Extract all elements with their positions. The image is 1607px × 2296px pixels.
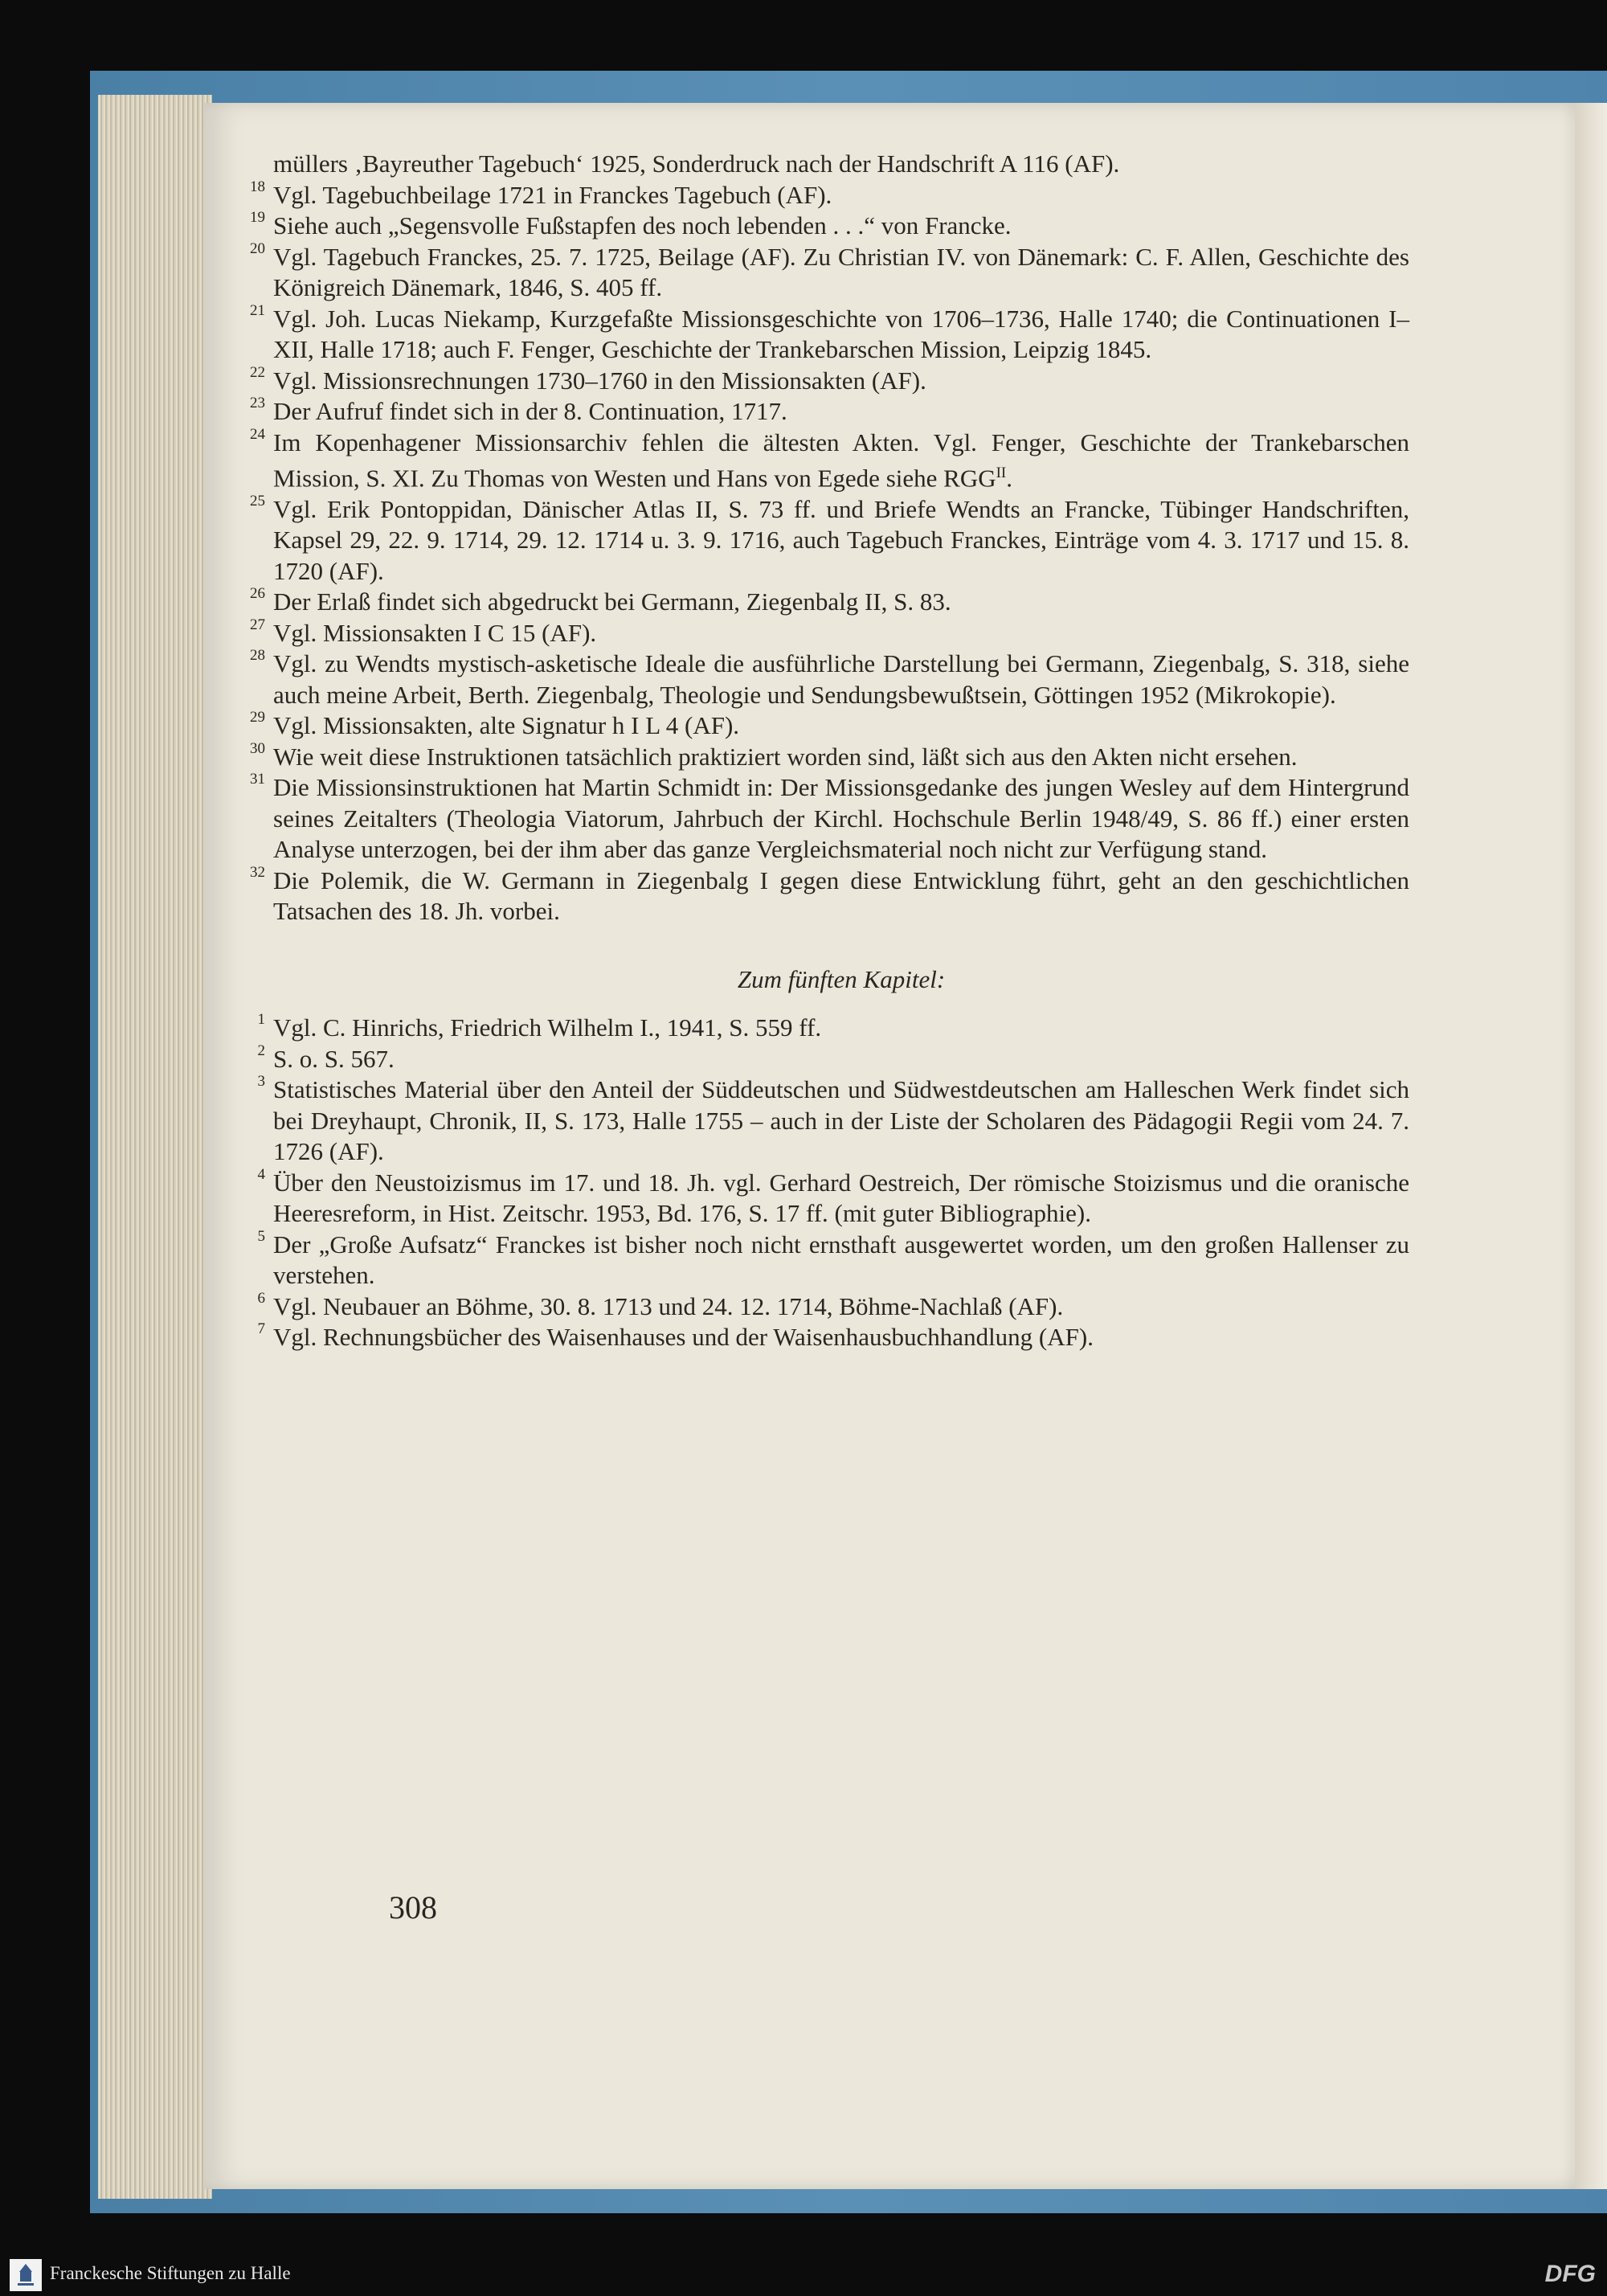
footnote-text: Vgl. Tagebuchbeilage 1721 in Franckes Tagebuch (AF).	[273, 180, 832, 209]
footnote	[233, 425, 1409, 494]
footnote-text: Vgl. C. Hinrichs, Friedrich Wilhelm I., 1941, S. 559 ff.	[273, 1013, 822, 1042]
footnote-text: Vgl. Missionsakten I C 15 (AF).	[273, 618, 597, 647]
footnote-number: 3	[257, 1073, 265, 1091]
footnote-text: Vgl. Missionsakten, alte Signatur h I L 4 (AF).	[273, 711, 740, 740]
footnote-text: Vgl. Rechnungsbücher des Waisenhauses und der Waisenhausbuchhandlung (AF).	[273, 1323, 1094, 1352]
footnote	[233, 587, 1409, 618]
facing-page-edge	[1575, 103, 1607, 2189]
footnote	[233, 396, 1409, 428]
footnote	[233, 863, 1409, 927]
footnote	[233, 710, 1409, 742]
footnote-text: Der „Große Aufsatz“ Franckes ist bisher noch nicht ernsthaft ausgewertet worden, um den großen Hallenser zu verstehen.	[273, 1230, 1409, 1290]
footnote-text-end: .	[1006, 464, 1012, 493]
footnote-text: Der Erlaß findet sich abgedruckt bei Germann, Ziegenbalg II, S. 83.	[273, 587, 951, 616]
footnote-number: 25	[250, 492, 265, 510]
footnote-text: Wie weit diese Instruktionen tatsächlich praktiziert worden sind, läßt sich aus den Akten nicht ersehen.	[273, 742, 1298, 771]
footnotes-chapter-4	[233, 149, 1409, 927]
footnote-number: 5	[257, 1227, 265, 1245]
footnote-number: 31	[250, 771, 265, 788]
dfg-logo: DFG	[1544, 2261, 1596, 2287]
footnote-text: Vgl. Neubauer an Böhme, 30. 8. 1713 und 24. 12. 1714, Böhme-Nachlaß (AF).	[273, 1291, 1064, 1320]
footnote	[233, 1165, 1409, 1230]
footnote-text: Die Missionsinstruktionen hat Martin Schmidt in: Der Missionsgedanke des jungen Wesley auf dem Hintergrund seines Zeitalters (Theologia Viatorum, Jahrbuch der Kirchl. Hochschule Berlin 1948/49, S. 86 ff.) einer ersten Analyse unterzogen, bei der ihm aber das ganze Vergleichsmaterial noch nicht zur Verfügung stand.	[273, 773, 1409, 864]
footnote-text: Vgl. zu Wendts mystisch-asketische Ideale die ausführliche Darstellung bei Germann, Ziegenbalg, S. 318, siehe auch meine Arbeit, Berth. Ziegenbalg, Theologie und Sendungsbewußtsein, Göttingen 1952 (Mikrokopie).	[273, 649, 1409, 709]
footnote-number: 18	[250, 178, 265, 195]
footnote-number: 26	[250, 585, 265, 603]
footnote-text: Vgl. Erik Pontoppidan, Dänischer Atlas II, S. 73 ff. und Briefe Wendts an Francke, Tübinger Handschriften, Kapsel 29, 22. 9. 1714, 29. 12. 1714 u. 3. 9. 1716, auch Tagebuch Franckes, Einträge vom 4. 3. 1717 und 15. 8. 1720 (AF).	[273, 494, 1409, 585]
footnote	[233, 149, 1409, 180]
footnote-text: Im Kopenhagener Missionsarchiv fehlen die ältesten Akten. Vgl. Fenger, Geschichte der Trankebarschen Mission, S. XI. Zu Thomas von Westen und Hans von Egede siehe RGG	[273, 428, 1409, 493]
footnotes-chapter-5	[233, 1013, 1409, 1353]
institution-logo-icon	[10, 2259, 42, 2291]
footnote-text: S. o. S. 567.	[273, 1044, 395, 1073]
footnote	[233, 301, 1409, 366]
footnote	[233, 1074, 1409, 1168]
footnote-number: 7	[257, 1320, 265, 1338]
footnote-text: Siehe auch „Segensvolle Fußstapfen des noch lebenden . . .“ von Francke.	[273, 211, 1012, 239]
footnote	[233, 1291, 1409, 1323]
footnote	[233, 618, 1409, 649]
footnote	[233, 494, 1409, 587]
page-number: 308	[389, 1889, 437, 1926]
footnote	[233, 1044, 1409, 1075]
footnote-text: Der Aufruf findet sich in der 8. Continuation, 1717.	[273, 397, 787, 425]
footnote	[233, 649, 1409, 710]
footnote-number: 2	[257, 1042, 265, 1059]
viewer-footer	[0, 2254, 1607, 2296]
footnote-number: 23	[250, 395, 265, 411]
footnote-number: 27	[250, 616, 265, 633]
footnote-number: 30	[250, 739, 265, 757]
section-heading: Zum fünften Kapitel:	[737, 964, 946, 993]
footnote-text: Vgl. Joh. Lucas Niekamp, Kurzgefaßte Missionsgeschichte von 1706–1736, Halle 1740; die Continuationen I–XII, Halle 1718; auch F. Fenger, Geschichte der Trankebarschen Mission, Leipzig 1845.	[273, 304, 1409, 363]
footnote-text: Die Polemik, die W. Germann in Ziegenbalg I gegen diese Entwicklung führt, geht an den geschichtlichen Tatsachen des 18. Jh. vorbei.	[273, 866, 1409, 926]
footnote	[233, 239, 1409, 304]
institution-name: Franckesche Stiftungen zu Halle	[50, 2263, 291, 2283]
footnote	[233, 1013, 1409, 1044]
footnote	[233, 211, 1409, 242]
footnote-number: 21	[250, 301, 265, 319]
footnote-number: 28	[250, 647, 265, 665]
footnote-number: 24	[250, 425, 265, 443]
footnote-text: Statistisches Material über den Anteil der Süddeutschen und Südwestdeutschen am Halleschen Werk findet sich bei Dreyhaupt, Chronik, II, S. 173, Halle 1755 – auch in der Liste der Scholaren des Pädagogii Regii vom 24. 7. 1726 (AF).	[273, 1075, 1409, 1166]
footnote-number: 6	[257, 1289, 265, 1307]
footnote	[233, 1227, 1409, 1291]
footnote-number: 20	[250, 239, 265, 257]
footnote-number: 22	[250, 363, 265, 381]
footnote-number: 19	[250, 209, 265, 226]
footnote-number: 4	[257, 1165, 265, 1183]
footnote	[233, 1322, 1409, 1353]
footnote	[233, 363, 1409, 397]
footnote	[233, 772, 1409, 866]
page-edges	[98, 95, 212, 2199]
footnote	[233, 180, 1409, 211]
page-text	[233, 149, 1409, 1353]
footnote-text: Vgl. Tagebuch Franckes, 25. 7. 1725, Beilage (AF). Zu Christian IV. von Dänemark: C. F. Allen, Geschichte des Königreich Dänemark, 1846, S. 405 ff.	[273, 242, 1409, 301]
footnote-number: 29	[250, 709, 265, 726]
footnote-text: müllers ‚Bayreuther Tagebuch‘ 1925, Sonderdruck nach der Handschrift A 116 (AF).	[273, 149, 1120, 178]
footnote	[233, 739, 1409, 773]
footnote-superscript: II	[996, 465, 1007, 481]
footnote-number: 32	[250, 863, 265, 881]
footnote-text: Vgl. Missionsrechnungen 1730–1760 in den Missionsakten (AF).	[273, 366, 926, 395]
footnote-text: Über den Neustoizismus im 17. und 18. Jh. vgl. Gerhard Oestreich, Der römische Stoizismus und die oranische Heeresreform, in Hist. Zeitschr. 1953, Bd. 176, S. 17 ff. (mit guter Bibliographie).	[273, 1168, 1409, 1228]
footnote-number: 1	[257, 1011, 265, 1029]
